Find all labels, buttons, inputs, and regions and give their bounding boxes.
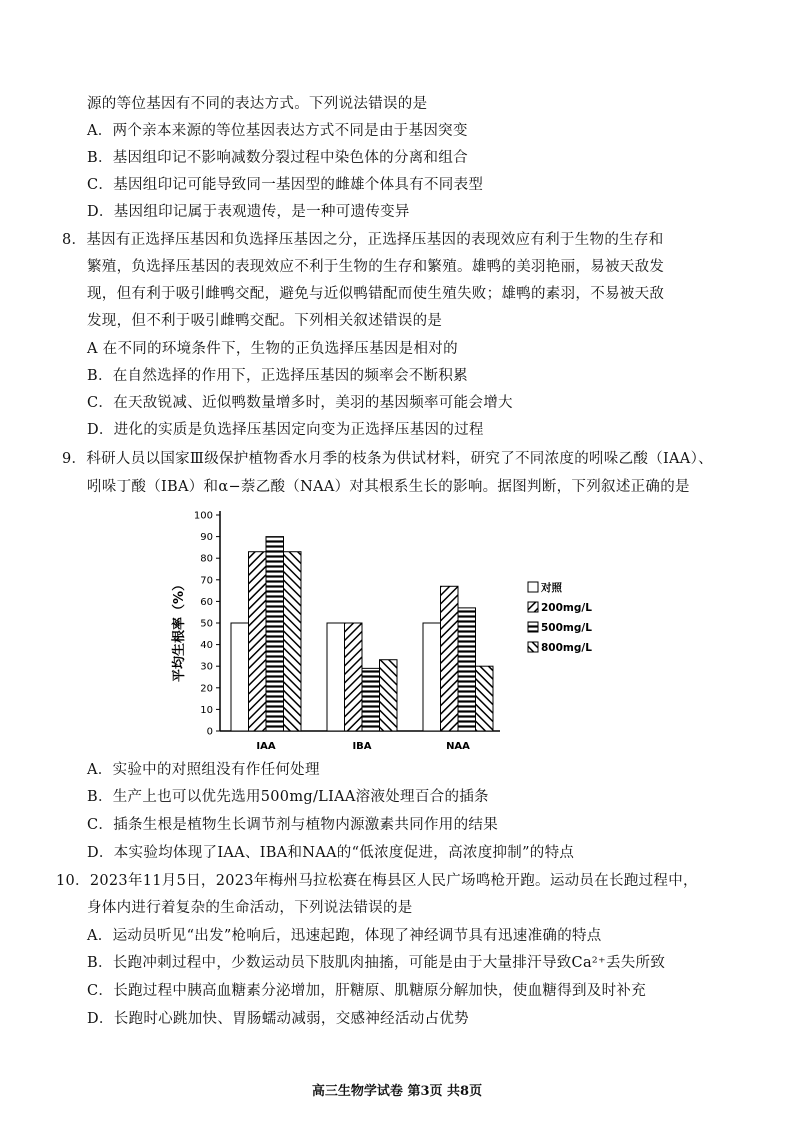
q9-stem-line2: 吲哚丁酸（IBA）和α−萘乙酸（NAA）对其根系生长的影响。据图判断，下列叙述正确的是 xyxy=(87,479,690,495)
legend-label: 500mg/L xyxy=(541,622,592,634)
bar-iba-3 xyxy=(380,660,398,731)
y-tick-label: 40 xyxy=(200,640,213,652)
rooting-rate-chart xyxy=(165,505,625,755)
q7-option-d: D．基因组印记属于表观遗传，是一种可遗传变异 xyxy=(87,204,410,220)
y-tick-label: 60 xyxy=(200,596,213,608)
q7-option-c: C．基因组印记可能导致同一基因型的雌雄个体具有不同表型 xyxy=(87,177,484,193)
y-tick-label: 30 xyxy=(200,661,213,673)
q7-stem-tail: 源的等位基因有不同的表达方式。下列说法错误的是 xyxy=(87,96,428,112)
bar-iaa-0 xyxy=(231,623,249,731)
q8-option-b: B．在自然选择的作用下，正选择压基因的频率会不断积累 xyxy=(87,368,468,384)
q10-stem-line1: 10．2023年11月5日，2023年梅州马拉松赛在梅县区人民广场鸣枪开跑。运动员在长跑过程中， xyxy=(56,873,698,889)
legend-label: 对照 xyxy=(541,582,562,594)
chart-legend xyxy=(528,581,592,654)
legend-swatch xyxy=(528,642,538,652)
y-tick-label: 80 xyxy=(200,553,213,565)
q9-option-d: D．本实验均体现了IAA、IBA和NAA的“低浓度促进，高浓度抑制”的特点 xyxy=(87,845,575,861)
q8-stem-line4: 发现，但不利于吸引雌鸭交配。下列相关叙述错误的是 xyxy=(87,313,443,329)
category-label: IAA xyxy=(256,741,276,752)
bar-iba-2 xyxy=(362,668,380,731)
bar-iba-1 xyxy=(345,623,363,731)
q9-option-b: B．生产上也可以优先选用500mg/LIAA溶液处理百合的插条 xyxy=(87,789,489,805)
q7-option-a: A．两个亲本来源的等位基因表达方式不同是由于基因突变 xyxy=(87,123,468,139)
y-axis-label: 平均生根率（%） xyxy=(172,577,187,683)
q9-option-c: C．插条生根是植物生长调节剂与植物内源激素共同作用的结果 xyxy=(87,817,498,833)
category-label: IBA xyxy=(352,741,372,752)
bar-iaa-2 xyxy=(266,537,284,731)
q7-option-b: B．基因组印记不影响减数分裂过程中染色体的分离和组合 xyxy=(87,150,468,166)
bar-iaa-3 xyxy=(284,552,302,731)
q10-stem-line2: 身体内进行着复杂的生命活动，下列说法错误的是 xyxy=(87,900,413,916)
legend-swatch xyxy=(528,602,538,612)
bar-iaa-1 xyxy=(249,552,267,731)
bar-naa-1 xyxy=(441,586,459,731)
category-labels xyxy=(256,741,470,752)
bar-naa-2 xyxy=(458,608,476,731)
y-tick-label: 0 xyxy=(206,726,213,738)
y-tick-label: 90 xyxy=(200,532,213,544)
y-tick-label: 50 xyxy=(200,618,213,630)
q8-stem-line1: 8．基因有正选择压基因和负选择压基因之分，正选择压基因的表现效应有利于生物的生存和 xyxy=(62,232,664,248)
q8-option-c: C．在天敌锐减、近似鸭数量增多时，美羽的基因频率可能会增大 xyxy=(87,395,513,411)
legend-label: 800mg/L xyxy=(541,642,592,654)
y-tick-label: 20 xyxy=(200,683,213,695)
q10-option-c: C．长跑过程中胰高血糖素分泌增加，肝糖原、肌糖原分解加快，使血糖得到及时补充 xyxy=(87,983,646,999)
q8-option-d: D．进化的实质是负选择压基因定向变为正选择压基因的过程 xyxy=(87,422,484,438)
legend-swatch xyxy=(528,582,538,592)
y-tick-labels xyxy=(194,511,213,738)
page-footer: 高三生物学试卷 第3页 共8页 xyxy=(311,1084,483,1099)
category-label: NAA xyxy=(446,741,470,752)
legend-label: 200mg/L xyxy=(541,602,592,614)
legend-swatch xyxy=(528,622,538,632)
bar-naa-3 xyxy=(476,666,494,731)
q8-stem-line2: 繁殖，负选择压基因的表现效应不利于生物的生存和繁殖。雄鸭的美羽艳丽，易被天敌发 xyxy=(87,259,665,275)
q9-stem-line1: 9．科研人员以国家Ⅲ级保护植物香水月季的枝条为供试材料，研究了不同浓度的吲哚乙酸（IAA）、 xyxy=(62,451,713,467)
bar-naa-0 xyxy=(423,623,441,731)
q9-option-a: A．实验中的对照组没有作任何处理 xyxy=(87,762,320,778)
bar-iba-0 xyxy=(327,623,345,731)
q10-option-d: D．长跑时心跳加快、胃肠蠕动减弱，交感神经活动占优势 xyxy=(87,1011,469,1027)
y-tick-label: 70 xyxy=(200,575,213,587)
q10-option-a: A．运动员听见“出发”枪响后，迅速起跑，体现了神经调节具有迅速准确的特点 xyxy=(87,928,602,944)
y-tick-label: 10 xyxy=(200,704,213,716)
q8-option-a: A 在不同的环境条件下，生物的正负选择压基因是相对的 xyxy=(87,341,458,357)
chart-bars xyxy=(231,537,493,731)
y-tick-label: 100 xyxy=(193,510,213,522)
q8-stem-line3: 现，但有利于吸引雌鸭交配，避免与近似鸭错配而使生殖失败；雄鸭的素羽，不易被天敌 xyxy=(87,286,665,302)
q10-option-b: B．长跑冲刺过程中，少数运动员下肢肌肉抽搐，可能是由于大量排汗导致Ca²⁺丢失所致 xyxy=(87,955,666,971)
